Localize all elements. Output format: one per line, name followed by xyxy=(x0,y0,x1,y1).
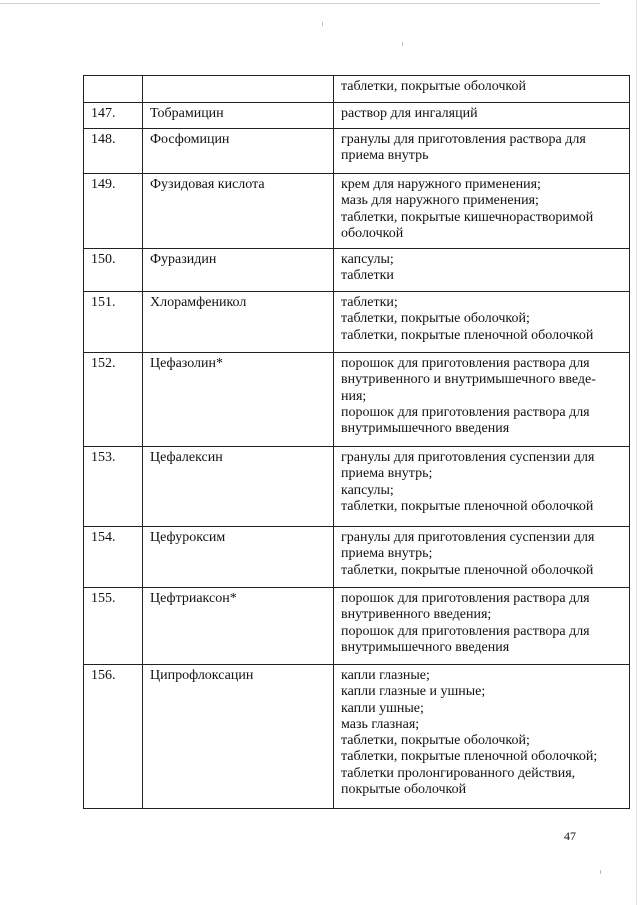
dosage-forms xyxy=(334,665,630,809)
dosage-form-line: внутривенного и внутримышечного введе- xyxy=(341,372,596,388)
dosage-form-line: оболочкой xyxy=(341,225,404,241)
dosage-form-line: таблетки, покрытые пленочной оболочкой xyxy=(341,498,594,514)
dosage-forms xyxy=(334,249,630,292)
drug-name: Цефазолин* xyxy=(143,353,334,447)
row-number: 150. xyxy=(84,249,143,292)
dosage-form-line: внутримышечного введения xyxy=(341,421,510,437)
row-number: 147. xyxy=(84,103,143,129)
dosage-form-line: капли ушные; xyxy=(341,700,424,716)
dosage-form-line: капсулы; xyxy=(341,252,394,267)
page-number: 47 xyxy=(564,829,576,843)
dosage-form-line: приема внутрь xyxy=(341,148,429,164)
dosage-form-line: гранулы для приготовления раствора для xyxy=(341,132,586,147)
dosage-form-line: раствор для ингаляций xyxy=(341,106,478,121)
dosage-form-line: таблетки; xyxy=(341,295,398,310)
dosage-form-line: таблетки, покрытые оболочкой; xyxy=(341,311,530,327)
dosage-forms xyxy=(334,129,630,174)
scan-right-edge xyxy=(636,0,637,905)
dosage-form-line: крем для наружного применения; xyxy=(341,177,541,192)
dosage-form-line: капли глазные; xyxy=(341,668,430,683)
table-row xyxy=(84,588,630,665)
drug-name: Фузидовая кислота xyxy=(143,174,334,249)
dosage-form-line: таблетки xyxy=(341,268,394,284)
dosage-form-line: приема внутрь; xyxy=(341,466,433,482)
drug-name: Цефуроксим xyxy=(143,527,334,588)
drug-name: Тобрамицин xyxy=(143,103,334,129)
dosage-form-line: таблетки, покрытые пленочной оболочкой; xyxy=(341,749,598,765)
dosage-form-line: таблетки, покрытые пленочной оболочкой xyxy=(341,562,594,578)
dosage-form-line: таблетки, покрытые оболочкой xyxy=(341,79,527,94)
dosage-forms xyxy=(334,447,630,527)
dosage-forms xyxy=(334,588,630,665)
table-row xyxy=(84,665,630,809)
dosage-forms xyxy=(334,103,630,129)
drug-name: Цефтриаксон* xyxy=(143,588,334,665)
dosage-form-line: гранулы для приготовления суспензии для xyxy=(341,530,595,545)
scan-top-edge xyxy=(0,3,600,4)
drug-name: Хлорамфеникол xyxy=(143,292,334,353)
row-number: 149. xyxy=(84,174,143,249)
table-row xyxy=(84,129,630,174)
dosage-form-line: таблетки пролонгированного действия, xyxy=(341,765,576,781)
dosage-form-line: порошок для приготовления раствора для xyxy=(341,623,590,639)
row-number: 148. xyxy=(84,129,143,174)
dosage-form-line: покрытые оболочкой xyxy=(341,782,467,798)
dosage-form-line: ния; xyxy=(341,388,367,404)
dosage-form-line: таблетки, покрытые пленочной оболочкой xyxy=(341,327,594,343)
scan-speck xyxy=(600,870,601,874)
scan-speck xyxy=(402,42,403,46)
drug-name: Цефалексин xyxy=(143,447,334,527)
dosage-form-line: внутривенного введения; xyxy=(341,607,492,623)
dosage-form-line: порошок для приготовления раствора для xyxy=(341,356,590,371)
row-number: 154. xyxy=(84,527,143,588)
dosage-form-line: таблетки, покрытые кишечнорастворимой xyxy=(341,209,594,225)
dosage-forms xyxy=(334,174,630,249)
dosage-form-line: мазь для наружного применения; xyxy=(341,193,539,209)
dosage-form-line: капсулы; xyxy=(341,482,394,498)
dosage-form-line: таблетки, покрытые оболочкой; xyxy=(341,733,530,749)
dosage-form-line: приема внутрь; xyxy=(341,546,433,562)
dosage-form-line: внутримышечного введения xyxy=(341,639,510,655)
dosage-forms xyxy=(334,292,630,353)
dosage-forms xyxy=(334,76,630,103)
drug-table xyxy=(83,75,630,809)
drug-table-body xyxy=(84,76,630,809)
dosage-forms xyxy=(334,527,630,588)
drug-name xyxy=(143,76,334,103)
table-row xyxy=(84,353,630,447)
row-number: 155. xyxy=(84,588,143,665)
scan-speck xyxy=(322,22,323,26)
dosage-form-line: порошок для приготовления раствора для xyxy=(341,404,590,420)
row-number: 151. xyxy=(84,292,143,353)
row-number: 156. xyxy=(84,665,143,809)
table-row xyxy=(84,76,630,103)
row-number: 153. xyxy=(84,447,143,527)
dosage-form-line: гранулы для приготовления суспензии для xyxy=(341,450,595,465)
dosage-form-line: капли глазные и ушные; xyxy=(341,684,486,700)
drug-name: Фуразидин xyxy=(143,249,334,292)
table-row xyxy=(84,292,630,353)
table-row xyxy=(84,249,630,292)
drug-name: Фосфомицин xyxy=(143,129,334,174)
dosage-form-line: мазь глазная; xyxy=(341,716,420,732)
table-row xyxy=(84,447,630,527)
table-row xyxy=(84,103,630,129)
table-row xyxy=(84,527,630,588)
dosage-form-line: порошок для приготовления раствора для xyxy=(341,591,590,606)
dosage-forms xyxy=(334,353,630,447)
row-number: 152. xyxy=(84,353,143,447)
table-row xyxy=(84,174,630,249)
drug-name: Ципрофлоксацин xyxy=(143,665,334,809)
row-number xyxy=(84,76,143,103)
